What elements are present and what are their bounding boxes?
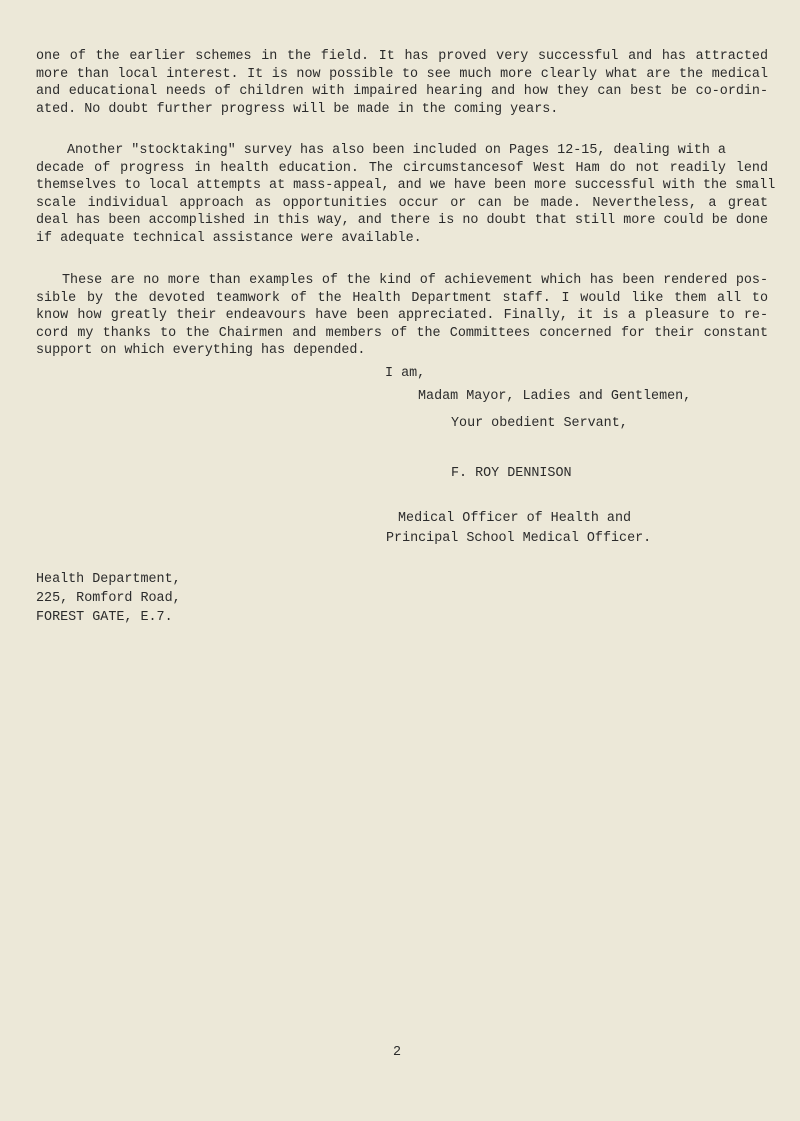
text-line: themselves to local attempts at mass-appeal, and we have been more successful with the small [36,178,776,193]
paragraph-hearing-schemes [36,48,768,118]
text-line: These are no more than examples of the kind of achievement which has been rendered pos- [62,273,768,288]
text-line: ated. No doubt further progress will be made in the coming years. [36,101,559,117]
text-line: sible by the devoted teamwork of the Health Department staff. I would like them all to [36,290,768,306]
signatory-title-line-2: Principal School Medical Officer. [386,531,652,546]
closing-salutation: Madam Mayor, Ladies and Gentlemen, [418,389,692,404]
paragraph-health-education [36,142,776,247]
text-line: scale individual approach as opportunities occur or can be made. Nevertheless, a great [36,195,768,211]
text-line: more than local interest. It is now possible to see much more clearly what are the medical [36,66,768,82]
page-number: 2 [393,1045,402,1060]
text-line: cord my thanks to the Chairmen and members of the Committees concerned for their constant [36,325,768,341]
text-line: support on which everything has depended. [36,343,366,358]
signatory-name: F. ROY DENNISON [451,466,572,481]
text-line: Another "stocktaking" survey has also been included on Pages 12-15, dealing with a [67,143,726,158]
text-line: deal has been accomplished in this way, and there is no doubt that still more could be done [36,213,768,228]
text-line: if adequate technical assistance were available. [36,230,422,246]
closing-servant: Your obedient Servant, [451,416,628,431]
text-line: one of the earlier schemes in the field. It has proved very successful and has attracted [36,49,768,64]
sender-address [36,570,181,627]
address-line: FOREST GATE, E.7. [36,610,173,625]
address-line: Health Department, [36,572,181,587]
signatory-title-line-1: Medical Officer of Health and [398,511,632,526]
text-line: know how greatly their endeavours have been appreciated. Finally, it is a pleasure to re- [36,308,768,323]
address-line: 225, Romford Road, [36,591,181,606]
text-line: and educational needs of children with impaired hearing and how they can best be co-ordin- [36,84,768,99]
paragraph-acknowledgements [36,272,768,360]
text-line: decade of progress in health education. The circumstancesof West Ham do not readily lend [36,160,768,176]
closing-i-am: I am, [385,366,426,381]
